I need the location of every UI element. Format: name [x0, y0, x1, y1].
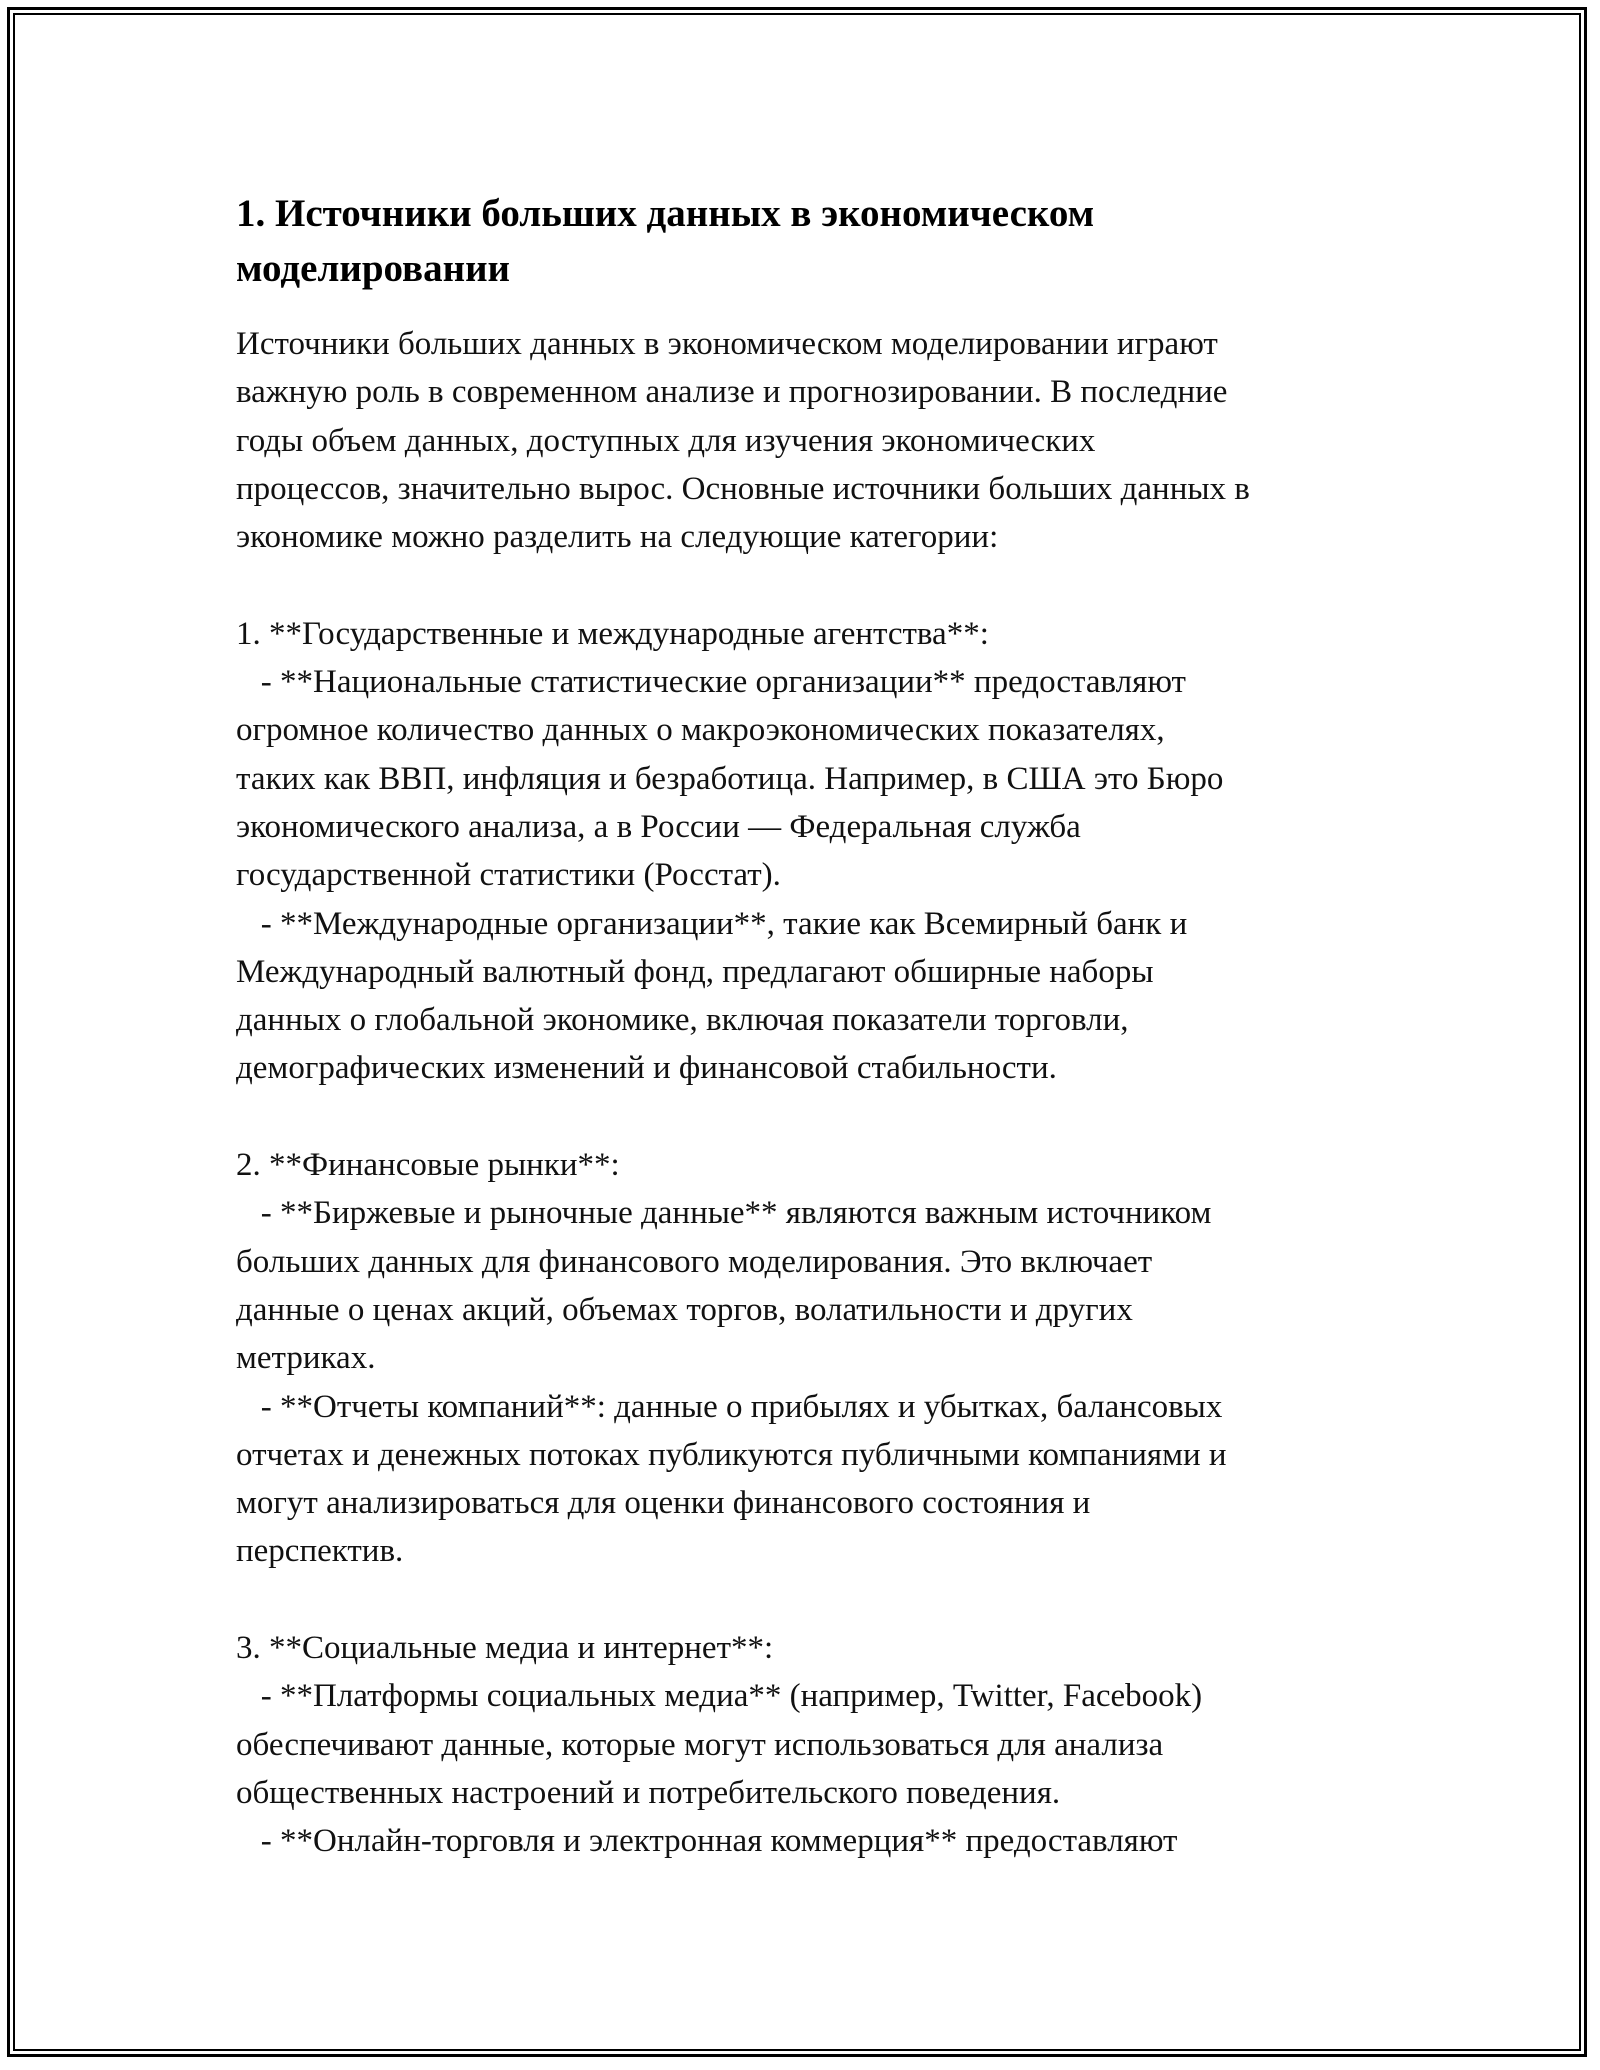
body-text: Источники больших данных в экономическом моделировании играют важную роль в современном анализе и прогнозировании. В последние годы объем данных, доступных для изучения экономических процессов, значительно вырос. Основные источники больших данных в экономике можно разделить на следующие категории: 1. **Государственные и международные агентства**: - **Национальные статистические организации** предоставляют огромное количество данных о макроэкономических показателях, таких как ВВП, инфляция и безработица. Например, в США это Бюро экономического анализа, а в России — Федеральная служба государственной статистики (Росстат). - **Международные организации**, такие как Всемирный банк и Международный валютный фонд, предлагают обширные наборы данных о глобальной экономике, включая показатели торговли, демографических изменений и финансовой стабильности. 2. **Финансовые рынки**: - **Биржевые и рыночные данные** являются важным источником больших данных для финансового моделирования. Это включает данные о ценах акций, объемах торгов, волатильности и других метриках. - **Отчеты компаний**: данные о прибылях и убытках, балансовых отчетах и денежных потоках публикуются публичными компаниями и могут анализироваться для оценки финансового состояния и перспектив. 3. **Социальные медиа и интернет**: - **Платформы социальных медиа** (например, Twitter, Facebook) обеспечивают данные, которые могут использоваться для анализа общественных настроений и потребительского поведения. - **Онлайн-торговля и электронная коммерция** предоставляют [236, 326, 1250, 1860]
section-heading: 1. Источники больших данных в экономическом моделировании [236, 192, 1095, 290]
document-content [236, 186, 1396, 1866]
